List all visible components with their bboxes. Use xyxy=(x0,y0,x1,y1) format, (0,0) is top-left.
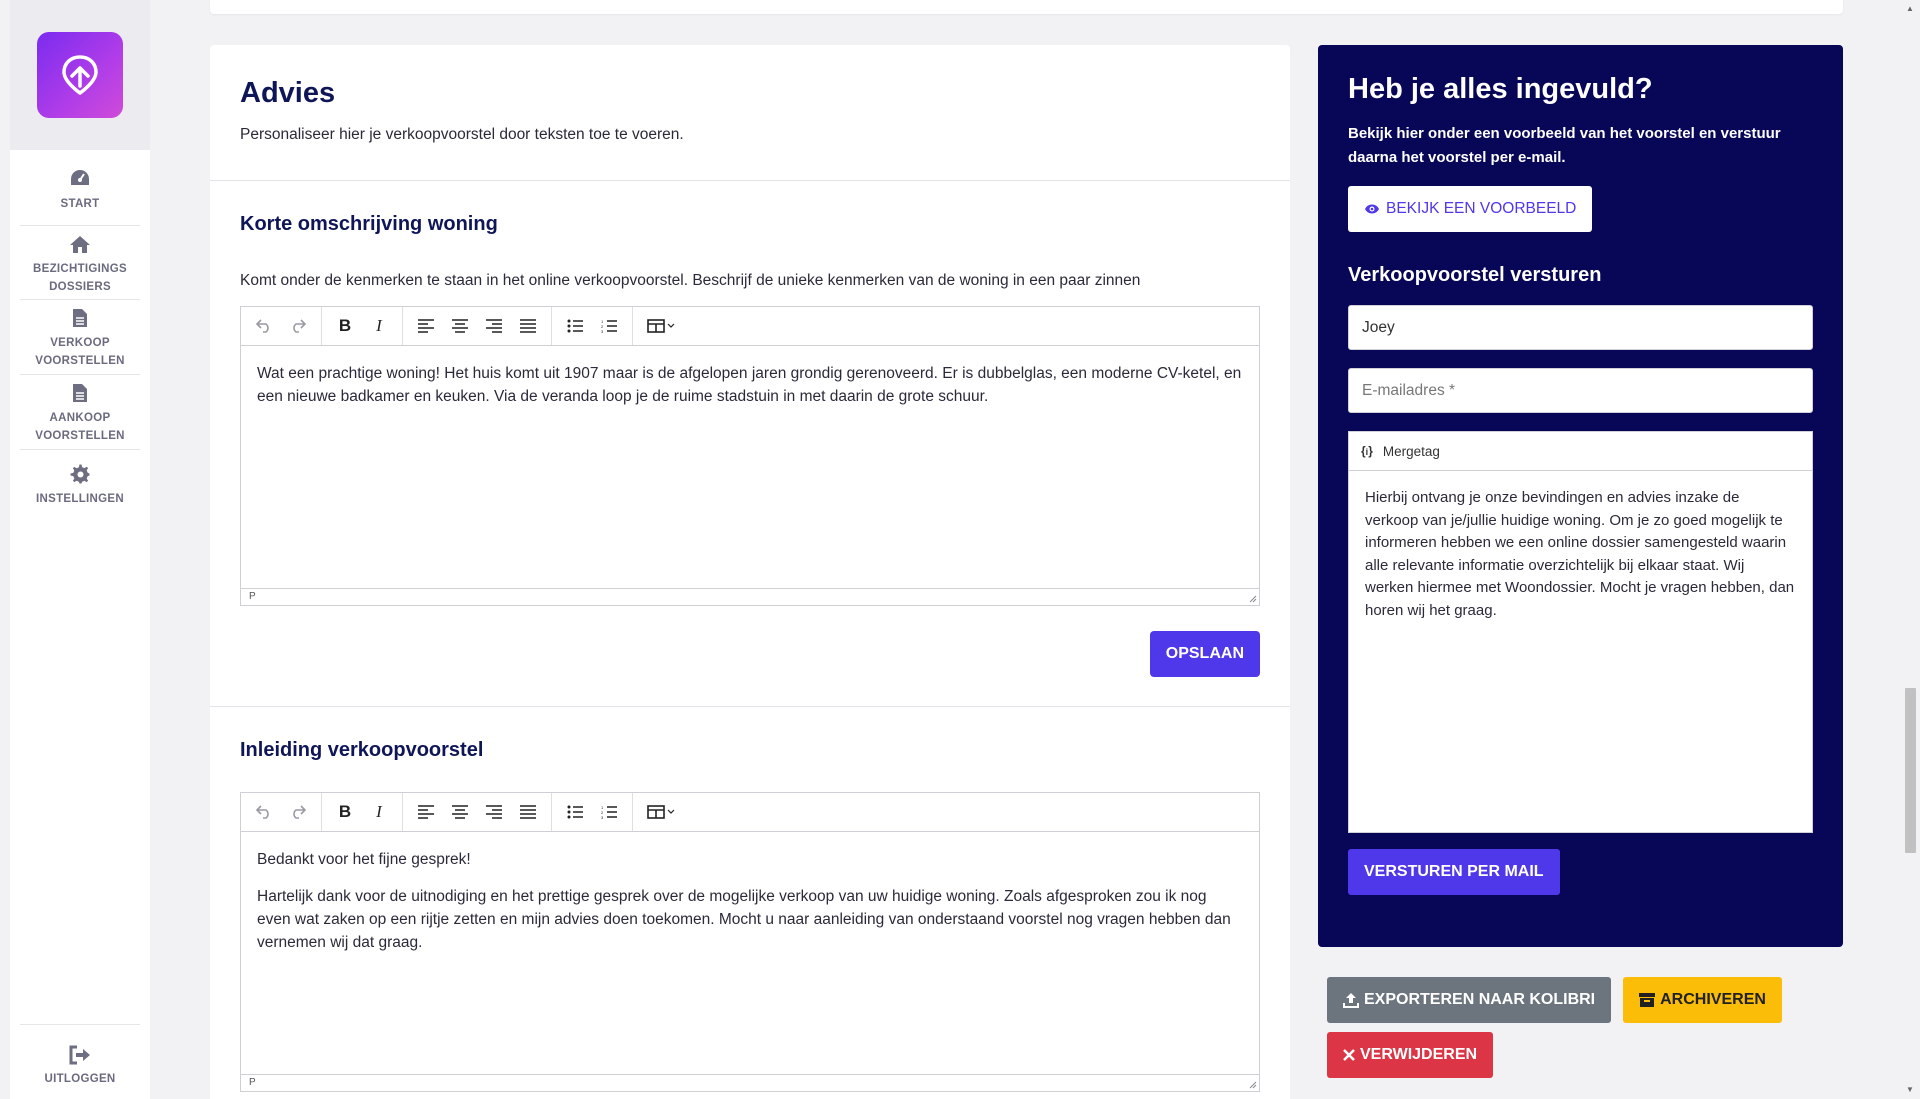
mail-body-editor xyxy=(1348,431,1813,833)
sidebar-item-label: START xyxy=(60,197,100,210)
advies-intro-text: Personaliseer hier je verkoopvoorstel door teksten toe te voeren. xyxy=(240,126,684,143)
logout-label: UITLOGGEN xyxy=(44,1073,116,1085)
scrollbar-thumb[interactable] xyxy=(1905,688,1916,853)
bold-icon[interactable]: B xyxy=(338,316,352,335)
app-logo[interactable] xyxy=(37,32,123,118)
sidebar-item-instellingen[interactable] xyxy=(20,450,140,518)
sidebar-item-label: AANKOOP VOORSTELLEN xyxy=(35,412,125,442)
element-path: P xyxy=(249,591,256,602)
preview-button-label: BEKIJK EEN VOORBEELD xyxy=(1386,200,1577,217)
send-mail-button[interactable]: VERSTUREN PER MAIL xyxy=(1348,849,1560,895)
sidebar xyxy=(10,0,150,1099)
undo-icon[interactable] xyxy=(247,311,281,341)
section-title: Inleiding verkoopvoorstel xyxy=(240,739,484,761)
align-right-icon[interactable] xyxy=(477,797,511,827)
bold-icon[interactable]: B xyxy=(338,802,352,821)
panel-title: Heb je alles ingevuld? xyxy=(1348,73,1653,105)
numbered-list-icon[interactable] xyxy=(592,311,626,341)
archive-icon xyxy=(1639,993,1655,1007)
sidebar-item-label: BEZICHTIGINGS DOSSIERS xyxy=(33,262,127,293)
page-title: Advies xyxy=(240,77,336,109)
redo-icon[interactable] xyxy=(281,311,315,341)
editor-statusbar xyxy=(241,1074,1259,1091)
align-left-icon[interactable] xyxy=(409,311,443,341)
italic-icon[interactable]: I xyxy=(376,316,382,335)
svg-text:2: 2 xyxy=(601,810,604,815)
redo-icon[interactable] xyxy=(281,797,315,827)
align-center-icon[interactable] xyxy=(443,797,477,827)
home-icon xyxy=(69,234,91,254)
korte-omschrijving-editor xyxy=(240,306,1260,606)
scroll-down-icon[interactable]: ▼ xyxy=(1906,1085,1914,1094)
send-section-title: Verkoopvoorstel versturen xyxy=(1348,264,1602,286)
mergetag-button[interactable]: Mergetag xyxy=(1382,443,1440,459)
editor-content[interactable] xyxy=(241,832,1259,970)
panel-description: Bekijk hier onder een voorbeeld van het voorstel en verstuur daarna het voorstel per e-mail. xyxy=(1348,125,1781,166)
align-justify-icon[interactable] xyxy=(511,797,545,827)
svg-text:1: 1 xyxy=(601,805,604,810)
sidebar-item-label: INSTELLINGEN xyxy=(36,493,124,505)
editor-paragraph: Hartelijk dank voor de uitnodiging en het prettige gesprek over de mogelijke verkoop van uw huidige woning. Zoals afgesproken zou ik nog even wat zaken op een rijtje zetten en mijn advies doen toekomen. Mocht u naar aanleiding van onderstaand voorstel nog vragen hebben dan vernemen wij dat graag. xyxy=(257,888,1231,951)
export-label: EXPORTEREN NAAR KOLIBRI xyxy=(1364,991,1596,1008)
editor-paragraph: Wat een prachtige woning! Het huis komt uit 1907 maar is de afgelopen jaren grondig gerenoveerd. Er is dubbelglas, een moderne CV-ketel, en een nieuwe badkamer en keuken. Via de veranda loop je de ruime stadstuin in met daarin de grote schuur. xyxy=(257,365,1242,405)
gauge-icon xyxy=(69,167,91,189)
inleiding-editor xyxy=(240,792,1260,1092)
scroll-up-icon[interactable]: ▲ xyxy=(1906,4,1914,13)
close-icon xyxy=(1343,1049,1355,1061)
export-kolibri-button[interactable] xyxy=(1327,977,1611,1023)
editor-paragraph: Bedankt voor het fijne gesprek! xyxy=(257,851,471,868)
resize-handle-icon[interactable] xyxy=(1247,1079,1257,1089)
delete-label: VERWIJDEREN xyxy=(1360,1046,1478,1063)
mergetag-icon[interactable]: {i} xyxy=(1361,444,1373,458)
archive-button[interactable] xyxy=(1623,977,1782,1023)
mail-editor-content[interactable] xyxy=(1349,471,1812,638)
advies-intro-section xyxy=(210,45,1290,181)
editor-toolbar xyxy=(241,307,1259,346)
upload-icon xyxy=(1343,992,1359,1008)
bullet-list-icon[interactable] xyxy=(558,311,592,341)
section-description: Komt onder de kenmerken te staan in het online verkoopvoorstel. Beschrijf de unieke kenmerken van de woning in een paar zinnen xyxy=(240,272,1141,289)
document-icon xyxy=(69,308,91,328)
editor-content[interactable] xyxy=(241,346,1259,424)
top-card-edge xyxy=(210,0,1843,14)
page-scrollbar[interactable] xyxy=(1900,0,1920,1099)
align-justify-icon[interactable] xyxy=(511,311,545,341)
sidebar-item-verkoop-voorstellen[interactable] xyxy=(20,300,140,375)
preview-button[interactable] xyxy=(1348,186,1592,232)
element-path: P xyxy=(249,1077,256,1088)
mail-paragraph: Hierbij ontvang je onze bevindingen en advies inzake de verkoop van je/jullie huidige woning. Om je zo goed mogelijk te informeren hebben we een online dossier samengesteld waarin alle relevante informatie overzichtelijk bij elkaar staat. Wij werken hiermee met Woondossier. Mocht je vragen hebben, dan horen wij het graag. xyxy=(1365,489,1795,619)
name-field[interactable] xyxy=(1348,305,1813,350)
sidebar-item-start[interactable] xyxy=(20,150,140,226)
sidebar-item-label: VERKOOP VOORSTELLEN xyxy=(35,337,125,367)
logout-button[interactable] xyxy=(20,1024,140,1099)
save-button[interactable]: OPSLAAN xyxy=(1150,631,1260,677)
gear-icon xyxy=(69,464,91,484)
bullet-list-icon[interactable] xyxy=(558,797,592,827)
advies-card xyxy=(210,45,1290,1099)
archive-label: ARCHIVEREN xyxy=(1660,991,1766,1008)
table-icon[interactable] xyxy=(639,797,683,827)
italic-icon[interactable]: I xyxy=(376,802,382,821)
sidebar-nav xyxy=(10,150,150,518)
sidebar-item-bezichtigings-dossiers[interactable] xyxy=(20,226,140,300)
email-field[interactable] xyxy=(1348,368,1813,413)
svg-text:3: 3 xyxy=(601,815,604,819)
align-right-icon[interactable] xyxy=(477,311,511,341)
svg-text:1: 1 xyxy=(601,319,604,324)
sign-out-icon xyxy=(69,1045,91,1067)
document-icon xyxy=(69,383,91,403)
undo-icon[interactable] xyxy=(247,797,281,827)
editor-toolbar xyxy=(241,793,1259,832)
svg-text:2: 2 xyxy=(601,324,604,329)
location-pin-icon xyxy=(57,52,103,98)
delete-button[interactable] xyxy=(1327,1032,1493,1078)
inleiding-section xyxy=(210,707,1290,1092)
editor-statusbar xyxy=(241,588,1259,605)
resize-handle-icon[interactable] xyxy=(1247,593,1257,603)
eye-icon xyxy=(1364,203,1380,215)
numbered-list-icon[interactable] xyxy=(592,797,626,827)
korte-omschrijving-section xyxy=(210,181,1290,707)
section-title: Korte omschrijving woning xyxy=(240,213,498,235)
mail-editor-toolbar xyxy=(1349,432,1812,471)
logo-area xyxy=(10,0,150,150)
sidebar-item-aankoop-voorstellen[interactable] xyxy=(20,375,140,450)
table-icon[interactable] xyxy=(639,311,683,341)
align-center-icon[interactable] xyxy=(443,311,477,341)
svg-text:3: 3 xyxy=(601,329,604,333)
send-proposal-panel xyxy=(1318,45,1843,947)
align-left-icon[interactable] xyxy=(409,797,443,827)
proposal-actions xyxy=(1327,977,1847,1087)
